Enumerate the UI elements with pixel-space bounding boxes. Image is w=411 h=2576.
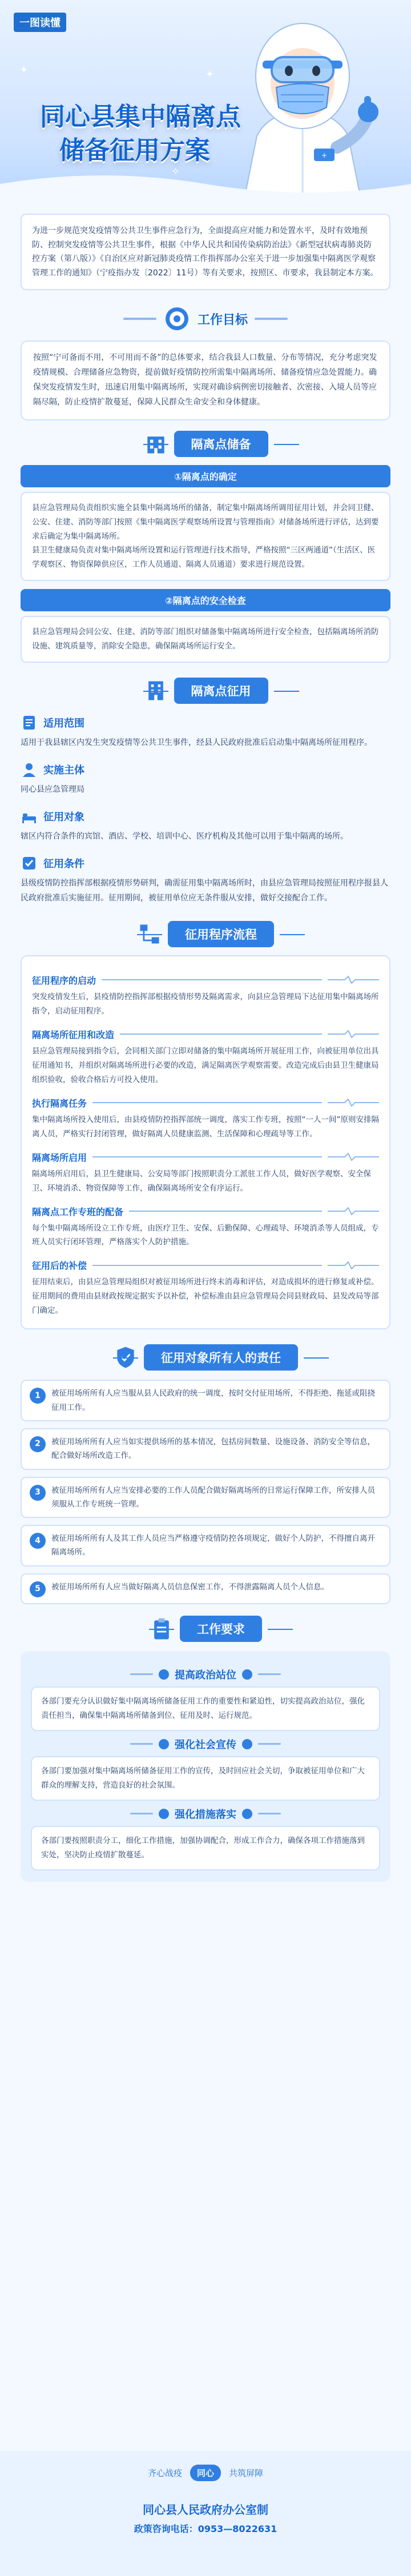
- target-icon: [163, 305, 191, 332]
- section-requirements-title: 工作要求: [180, 1616, 262, 1642]
- scope-label: 适用范围: [43, 718, 84, 730]
- goal-text: 按照“宁可备而不用，不可用而不备”的总体要求，结合我县人口数量、分布等情况，充分考虑突发疫情规模、合理储备应急物资，提前做好疫情防控所需集中隔离场所、储备疫情应急处置能力。确保突发疫情发生时，迅速启用集中隔离场所，实现对确诊病例密切接触者、次密接、入境人员等应隔尽隔，防止疫情扩散蔓延，保障人民群众生命安全和身体健康。: [33, 353, 377, 407]
- procedure-step-text: 隔离场所启用后，县卫生健康局、公安局等部门按照职责分工派驻工作人员，做好医学观察、安全保卫、环境消杀、物资保障等工作，确保隔离场所安全有序运行。: [32, 1169, 371, 1193]
- checklist-icon: [21, 855, 38, 872]
- list-item: [21, 1573, 390, 1604]
- reserve-s1-card: [21, 492, 390, 582]
- procedure-step-title-text: 征用程序的启动: [32, 975, 96, 986]
- subject-text-block: [21, 783, 390, 798]
- object-label-row: [21, 808, 390, 825]
- procedure-step-title: [32, 1151, 379, 1164]
- conditions-label-row: [21, 855, 390, 872]
- reserve-s1-p2: 县卫生健康局负责对集中隔离场所设置和运行管理进行技术指导，严格按照“三区两通道”（生活区、医学观察区、物资保障供应区，工作人员通道、隔离人员通道）要求进行规范设置。: [32, 546, 376, 570]
- section-reserve-header: [0, 431, 411, 457]
- list-number: 4: [30, 1533, 46, 1549]
- heartbeat-icon: [328, 1261, 379, 1269]
- procedure-step-title-text: 执行隔离任务: [32, 1097, 87, 1109]
- heartbeat-icon: [328, 1030, 379, 1038]
- divider: [102, 979, 322, 980]
- procedure-step-title: [32, 973, 379, 987]
- hero-banner: [0, 0, 411, 200]
- section-responsibility-title: 征用对象所有人的责任: [144, 1344, 298, 1371]
- responsibility-text: 被征用场所所有人应当做好隔离人员信息保密工作，不得泄露隔离人员个人信息。: [51, 1582, 329, 1592]
- bed-icon: [21, 808, 38, 825]
- divider: [258, 1673, 281, 1675]
- procedure-step-text: 每个集中隔离场所设立工作专班，由医疗卫生、安保、后勤保障、心理疏导、环境消杀等人员组成，专班人员实行闭环管理，严格落实个人防护措施。: [32, 1223, 379, 1247]
- hero-title: [40, 100, 241, 168]
- dot-icon: [242, 1669, 252, 1680]
- footer-slogan: [0, 2465, 411, 2481]
- reserve-s2-title: ②隔离点的安全检查: [21, 589, 390, 611]
- hero-title-line1: 同心县集中隔离点: [40, 102, 241, 131]
- responsibility-text: 被征用场所所有人及其工作人员应当严格遵守疫情防控各项规定，做好个人防护，不得擅自离开隔离场所。: [51, 1534, 375, 1557]
- reserve-s1-p1: 县应急管理局负责组织实施全县集中隔离场所的储备，制定集中隔离场所调用征用计划，并会同卫健、公安、住建、消防等部门按照《集中隔离医学观察场所设置与管理指南》对储备场所进行评估，达到要求后确定为集中隔离场所。: [32, 503, 379, 541]
- section-requirements-header: [0, 1616, 411, 1642]
- procedure-step: [32, 1096, 379, 1141]
- procedure-step-title-text: 隔离场所征用和改造: [32, 1029, 115, 1040]
- responsibility-text: 被征用场所所有人应当安排必要的工作人员配合做好隔离场所的日常运行保障工作，所安排人员须服从工作专班统一管理。: [51, 1485, 375, 1509]
- divider: [129, 1211, 322, 1212]
- procedure-step-text: 突发疫情发生后，县疫情防控指挥部根据疫情形势及隔离需求，向县应急管理局下达征用集中隔离场所指令，启动征用程序。: [32, 992, 379, 1016]
- requirement-title: [31, 1667, 380, 1682]
- heartbeat-icon: [328, 1207, 379, 1215]
- intro-text: 为进一步规范突发疫情等公共卫生事件应急行为，全面提高应对能力和处置水平，及时有效地预防、控制突发疫情等公共卫生事件，根据《中华人民共和国传染病防治法》《新型冠状病毒肺炎防控方案（第八版）》《自治区应对新冠肺炎疫情工作指挥部办公室关于进一步加强集中隔离医学观察管理工作的通知》（宁疫指办发〔2022〕11号）等有关要求，按照区、市要求，我县制定本方案。: [32, 226, 378, 278]
- divider: [120, 1033, 322, 1035]
- reserve-s1-title: ①隔离点的确定: [21, 465, 390, 487]
- procedure-step-text: 集中隔离场所投入使用后，由县疫情防控指挥部统一调度，落实工作专班，按照“一人一间”原则安排隔离人员，严格实行封闭管理，做好隔离人员健康监测、生活保障和心理疏导等工作。: [32, 1115, 379, 1139]
- hero-wave: [0, 167, 411, 200]
- list-item: [21, 1477, 390, 1519]
- procedure-card: [21, 955, 390, 1330]
- procedure-step: [32, 1151, 379, 1196]
- reserve-s2-card: [21, 616, 390, 663]
- procedure-step-text: 县应急管理局接到指令后，会同相关部门立即对储备的集中隔离场所开展征用工作，向被征用单位出具征用通知书，并组织对隔离场所进行必要的改造，满足隔离医学观察需要。改造完成后由县卫生健康局组织验收，验收合格后方可投入使用。: [32, 1046, 379, 1084]
- heartbeat-icon: [328, 1153, 379, 1161]
- dot-icon: [159, 1669, 169, 1680]
- procedure-step-title-text: 隔离点工作专班的配备: [32, 1206, 124, 1217]
- dot-icon: [242, 1739, 252, 1749]
- list-item: [21, 1525, 390, 1567]
- sparkle-icon: ✦: [19, 64, 29, 76]
- divider: [92, 1265, 322, 1266]
- section-responsibility-header: [0, 1344, 411, 1371]
- section-goal-header: [0, 305, 411, 332]
- procedure-step: [32, 973, 379, 1019]
- list-item: [21, 1380, 390, 1421]
- divider: [92, 1102, 322, 1103]
- section-procedure-header: [0, 921, 411, 947]
- requirements-box: [21, 1651, 390, 1882]
- procedure-step: [32, 1028, 379, 1087]
- subject-label-row: [21, 761, 390, 778]
- footer: [0, 2451, 411, 2576]
- procedure-step-title: [32, 1096, 379, 1109]
- section-goal-title: 工作目标: [197, 313, 248, 327]
- heartbeat-icon: [328, 1099, 379, 1107]
- divider: [130, 1673, 153, 1675]
- procedure-step: [32, 1205, 379, 1250]
- section-reserve-title: 隔离点储备: [174, 431, 268, 457]
- divider: [258, 1743, 281, 1745]
- object-text: 辖区内符合条件的宾馆、酒店、学校、培训中心、医疗机构及其他可以用于集中隔离的场所。: [21, 832, 348, 842]
- conditions-label: 征用条件: [43, 858, 84, 871]
- divider: [255, 318, 288, 320]
- divider: [92, 1156, 322, 1157]
- object-label: 征用对象: [43, 811, 84, 824]
- divider: [130, 1813, 153, 1814]
- procedure-step: [32, 1259, 379, 1318]
- subject-label: 实施主体: [43, 764, 84, 777]
- conditions-text-block: [21, 876, 390, 906]
- requirement-card: [31, 1826, 380, 1870]
- person-icon: [21, 761, 38, 778]
- footer-org: 同心县人民政府办公室制: [143, 2503, 268, 2517]
- slogan-left: 齐心战疫: [147, 2468, 182, 2478]
- procedure-step-text: 征用结束后，由县应急管理局组织对被征用场所进行终末消毒和评估，对造成损坏的进行修复或补偿。征用期间的费用由县财政按规定据实予以补偿，补偿标准由县应急管理局会同县财政局、县发改局等部门确定。: [32, 1277, 379, 1316]
- requirement-text: 各部门要加强对集中隔离场所储备征用工作的宣传，及时回应社会关切，争取被征用单位和广大群众的理解支持，营造良好的社会氛围。: [41, 1766, 365, 1790]
- reserve-s2-p1: 县应急管理局会同公安、住建、消防等部门组织对储备集中隔离场所进行安全检查，包括隔离场所消防设施、建筑质量等，消除安全隐患，确保隔离场所运行安全。: [32, 627, 379, 651]
- list-number: 1: [30, 1388, 46, 1404]
- divider: [258, 1813, 281, 1814]
- responsibility-text: 被征用场所所有人应当如实提供场所的基本情况，包括房间数量、设施设备、消防安全等信息，配合做好场所改造工作。: [51, 1437, 375, 1461]
- requirement-title-text: 强化措施落实: [175, 1808, 236, 1821]
- sparkle-icon: ✧: [171, 166, 180, 178]
- section-requisition-header: [0, 678, 411, 704]
- hero-title-line2: 储备征用方案: [59, 136, 210, 166]
- requirement-title: [31, 1737, 380, 1752]
- divider: [130, 1743, 153, 1745]
- footer-phone: 政策咨询电话：0953—8022631: [134, 2523, 277, 2534]
- document-icon: [21, 714, 38, 731]
- requirement-title-text: 提高政治站位: [175, 1669, 236, 1681]
- brand-badge: 一图读懂: [14, 13, 66, 32]
- responsibility-list: [21, 1380, 390, 1604]
- scope-text-block: [21, 736, 390, 751]
- dot-icon: [242, 1809, 252, 1819]
- divider: [123, 318, 156, 320]
- procedure-step-title: [32, 1259, 379, 1272]
- procedure-step-title: [32, 1028, 379, 1041]
- procedure-step-title-text: 隔离场所启用: [32, 1152, 87, 1163]
- procedure-step-title: [32, 1205, 379, 1218]
- requirement-text: 各部门要充分认识做好集中隔离场所储备征用工作的重要性和紧迫性，切实提高政治站位，强化责任担当，确保集中隔离场所储备到位、征用及时、运行规范。: [41, 1696, 365, 1720]
- object-text-block: [21, 830, 390, 844]
- requirement-title: [31, 1806, 380, 1821]
- section-procedure-title: 征用程序流程: [168, 921, 274, 947]
- section-requisition-title: 隔离点征用: [174, 678, 268, 704]
- list-number: 2: [30, 1436, 46, 1452]
- heartbeat-icon: [328, 976, 379, 984]
- requirement-card: [31, 1686, 380, 1731]
- intro-card: [21, 214, 390, 290]
- requirement-card: [31, 1756, 380, 1801]
- conditions-text: 县级疫情防控指挥部根据疫情形势研判，确需征用集中隔离场所时，由县应急管理局按照征用程序报县人民政府批准后实施征用。征用期间，被征用单位应无条件服从安排，做好交接配合工作。: [21, 879, 388, 903]
- responsibility-text: 被征用场所所有人应当服从县人民政府的统一调度，按时交付征用场所，不得拒绝、拖延或阻挠征用工作。: [51, 1389, 375, 1412]
- subject-text: 同心县应急管理局: [21, 785, 84, 795]
- dot-icon: [159, 1739, 169, 1749]
- slogan-right: 共筑屏障: [229, 2468, 264, 2478]
- goal-card: [21, 340, 390, 420]
- scope-label-row: [21, 714, 390, 731]
- list-number: 5: [30, 1581, 46, 1597]
- list-number: 3: [30, 1485, 46, 1501]
- sparkle-icon: ✦: [206, 69, 215, 81]
- list-item: [21, 1428, 390, 1470]
- requirement-text: 各部门要按照职责分工，细化工作措施，加强协调配合，形成工作合力，确保各项工作措施落到实处，坚决防止疫情扩散蔓延。: [41, 1836, 365, 1860]
- svg-text:+: +: [321, 151, 328, 159]
- requirement-title-text: 强化社会宣传: [175, 1738, 236, 1751]
- slogan-mid: 同心: [190, 2465, 221, 2481]
- dot-icon: [159, 1809, 169, 1819]
- scope-text: 适用于我县辖区内发生突发疫情等公共卫生事件，经县人民政府批准后启动集中隔离场所征用程序。: [21, 738, 372, 748]
- procedure-step-title-text: 征用后的补偿: [32, 1260, 87, 1272]
